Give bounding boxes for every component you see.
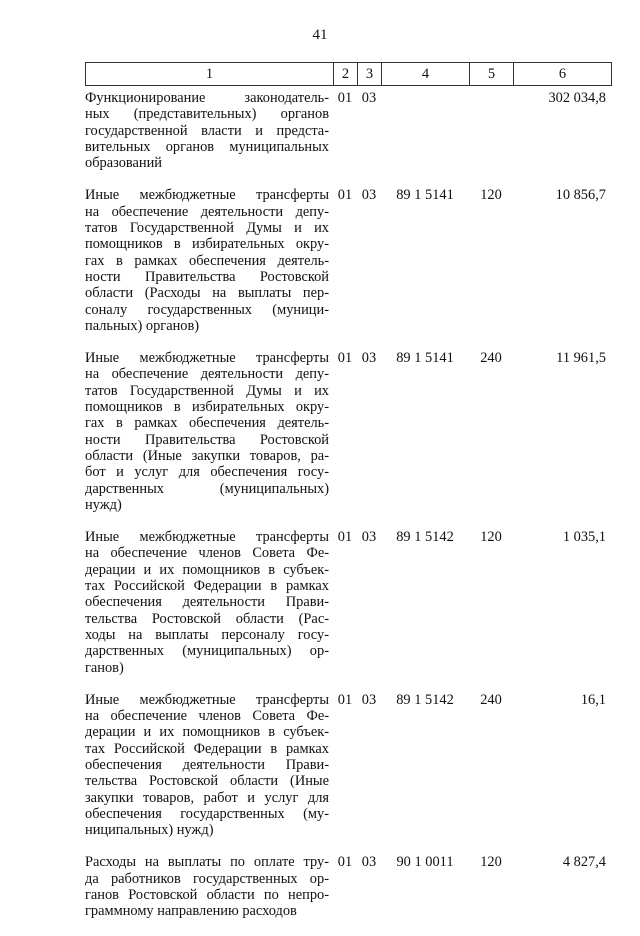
description-line: закупки товаров, работ и услуг для <box>85 789 329 806</box>
description-line: ходы на выплаты персоналу госу- <box>85 626 329 643</box>
description-line: тельства Ростовской области (Иные <box>85 773 329 790</box>
budget-table <box>85 90 611 936</box>
description-line: нужд) <box>85 496 122 513</box>
expense-type-code: 240 <box>480 350 502 367</box>
subsection-code: 03 <box>361 350 377 367</box>
target-article-code: 89 1 5141 <box>396 350 454 367</box>
description-line: да работников государственных ор- <box>85 870 329 887</box>
description-line: соналу государственных (муници- <box>85 301 329 318</box>
column-number-header <box>85 62 612 86</box>
table-row <box>85 529 611 692</box>
description-line: Иные межбюджетные трансферты <box>85 529 329 546</box>
description-line: гах в рамках обеспечения деятель- <box>85 252 329 269</box>
target-article-code: 89 1 5141 <box>396 187 454 204</box>
description-line: ниципальных) нужд) <box>85 822 214 839</box>
description-line: дерации и их помощников в субъек- <box>85 561 329 578</box>
description-line: области (Расходы на выплаты пер- <box>85 285 329 302</box>
subsection-code: 03 <box>361 529 377 546</box>
description-line: ганов) <box>85 659 124 676</box>
section-code: 01 <box>337 529 353 546</box>
row-description <box>85 692 333 855</box>
description-line: гах в рамках обеспечения деятель- <box>85 415 329 432</box>
description-line: вительных органов муниципальных <box>85 138 329 155</box>
table-row <box>85 90 611 187</box>
header-col-4: 4 <box>382 63 470 86</box>
header-col-2: 2 <box>334 63 358 86</box>
description-line: обеспечения деятельности Прави- <box>85 756 329 773</box>
description-line: обеспечения деятельности Прави- <box>85 594 329 611</box>
section-code: 01 <box>337 90 353 106</box>
row-description <box>85 350 333 529</box>
description-line: граммному направлению расходов <box>85 903 297 920</box>
description-line: татов Государственной Думы и их <box>85 220 329 237</box>
description-line: ганов Ростовской области по непро- <box>85 887 329 904</box>
description-line: Расходы на выплаты по оплате тру- <box>85 854 329 871</box>
description-line: на обеспечение деятельности депу- <box>85 366 329 383</box>
amount: 4 827,4 <box>562 854 606 871</box>
description-line: дерации и их помощников в субъек- <box>85 724 329 741</box>
budget-table-body <box>85 90 611 936</box>
description-line: тах Российской Федерации в рамках <box>85 740 329 757</box>
description-line: помощников в избирательных окру- <box>85 236 329 253</box>
description-line: Функционирование законодатель- <box>85 90 329 106</box>
row-description <box>85 90 333 187</box>
header-col-6: 6 <box>514 63 612 86</box>
expense-type-code: 240 <box>480 691 502 708</box>
description-line: на обеспечение деятельности депу- <box>85 203 329 220</box>
description-line: образований <box>85 155 162 172</box>
section-code: 01 <box>337 691 353 708</box>
target-article-code <box>381 90 469 187</box>
description-line: Иные межбюджетные трансферты <box>85 691 329 708</box>
description-line: Иные межбюджетные трансферты <box>85 187 329 204</box>
description-line: тельства Ростовской области (Рас- <box>85 610 329 627</box>
expense-type-code: 120 <box>480 854 502 871</box>
expense-type-code: 120 <box>480 529 502 546</box>
description-line: области (Иные закупки товаров, ра- <box>85 447 329 464</box>
description-line: государственной власти и предста- <box>85 122 329 139</box>
row-description <box>85 529 333 692</box>
target-article-code: 90 1 0011 <box>396 854 454 871</box>
subsection-code: 03 <box>361 187 377 204</box>
table-row <box>85 187 611 350</box>
amount: 1 035,1 <box>562 529 606 546</box>
table-row <box>85 692 611 855</box>
section-code: 01 <box>337 350 353 367</box>
description-line: тах Российской Федерации в рамках <box>85 578 329 595</box>
subsection-code: 03 <box>361 854 377 871</box>
amount: 16,1 <box>580 691 606 708</box>
header-col-5: 5 <box>470 63 514 86</box>
description-line: на обеспечение членов Совета Фе- <box>85 545 329 562</box>
description-line: Иные межбюджетные трансферты <box>85 350 329 367</box>
description-line: обеспечения государственных (му- <box>85 805 329 822</box>
description-line: пальных) органов) <box>85 317 200 334</box>
expense-type-code: 120 <box>480 187 502 204</box>
subsection-code: 03 <box>361 90 377 106</box>
description-line: ных (представительных) органов <box>85 106 329 123</box>
row-description <box>85 187 333 350</box>
amount: 11 961,5 <box>556 350 606 367</box>
description-line: дарственных (муниципальных) ор- <box>85 643 329 660</box>
description-line: ности Правительства Ростовской <box>85 431 329 448</box>
description-line: дарственных (муниципальных) <box>85 480 329 497</box>
table-row <box>85 854 611 935</box>
amount: 10 856,7 <box>555 187 606 204</box>
header-col-3: 3 <box>358 63 382 86</box>
table-row <box>85 350 611 529</box>
target-article-code: 89 1 5142 <box>396 691 454 708</box>
description-line: бот и услуг для обеспечения госу- <box>85 464 329 481</box>
description-line: на обеспечение членов Совета Фе- <box>85 708 329 725</box>
description-line: татов Государственной Думы и их <box>85 382 329 399</box>
description-line: ности Правительства Ростовской <box>85 268 329 285</box>
amount: 302 034,8 <box>548 90 606 106</box>
header-row <box>86 63 612 86</box>
subsection-code: 03 <box>361 691 377 708</box>
row-description <box>85 854 333 935</box>
target-article-code: 89 1 5142 <box>396 529 454 546</box>
description-line: помощников в избирательных окру- <box>85 399 329 416</box>
section-code: 01 <box>337 187 353 204</box>
page-number: 41 <box>312 27 328 43</box>
expense-type-code <box>469 90 513 187</box>
section-code: 01 <box>337 854 353 871</box>
header-col-1: 1 <box>86 63 334 86</box>
